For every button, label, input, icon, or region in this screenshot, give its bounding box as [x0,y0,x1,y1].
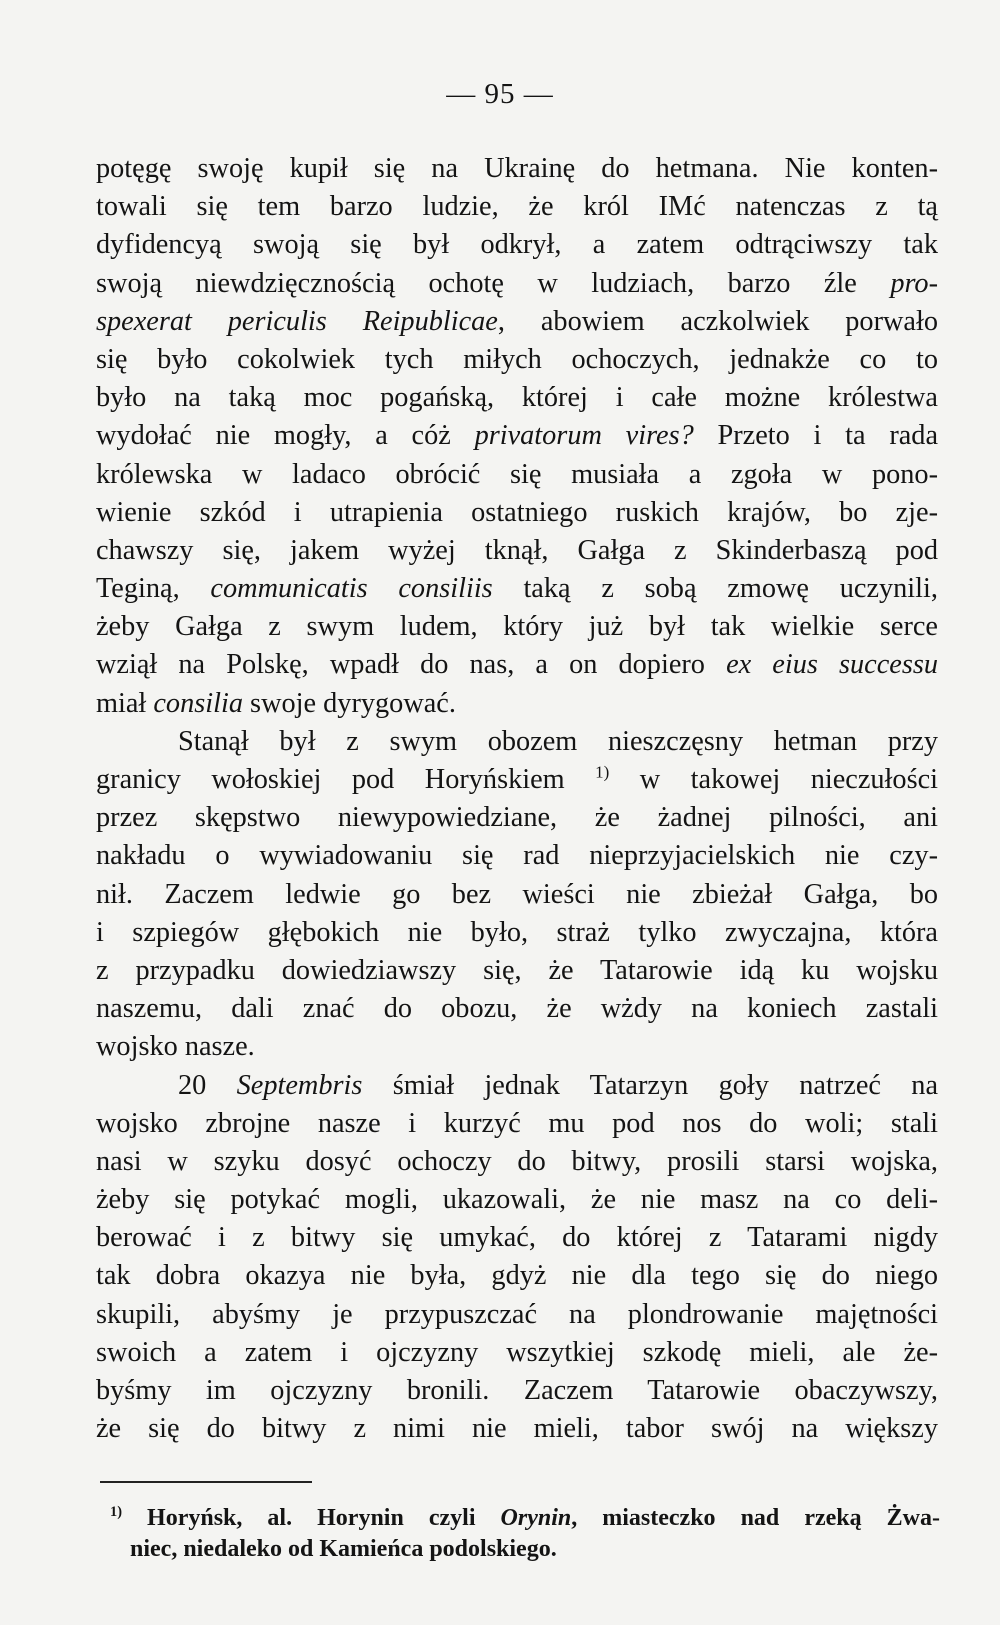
body-line [96,876,938,914]
text-run: żeby się potykać mogli, ukazowali, że nie masz na co deli- [96,1184,938,1216]
text-run: skupili, abyśmy je przypuszczać na plondrowanie majętności [96,1298,938,1330]
body-line [96,532,938,570]
body-line [96,990,938,1028]
text-run: , abowiem aczkolwiek porwało [497,305,938,337]
body-line [96,1296,938,1334]
text-run: nakładu o wywiadowaniu się rad nieprzyjacielskich nie czy- [96,840,938,872]
text-run: było na taką moc pogańską, której i całe możne królestwa [96,382,938,414]
page-number: — 95 — [446,78,554,110]
body-line [96,914,938,952]
body-line [96,1105,938,1143]
text-run: chawszy się, jakem wyżej tknął, Gałga z Skinderbaszą pod [96,534,938,566]
body-line [96,150,938,188]
text-run: nił. Zaczem ledwie go bez wieści nie zbieżał Gałga, bo [96,878,938,910]
main-text-block [96,150,938,1448]
body-line [96,1143,938,1181]
body-line [96,456,938,494]
footnote-line [110,1503,940,1534]
text-run: tak dobra okazya nie była, gdyż nie dla tego się do niego [96,1260,938,1292]
text-run: granicy wołoskiej pod Horyńskiem [96,764,596,795]
text-run: dyfidencyą swoją się był odkrył, a zatem odtrąciwszy tak [96,229,938,261]
body-line [96,570,938,608]
body-line [96,379,938,417]
text-run: Przeto i ta rada [693,420,939,452]
latin-phrase: communicatis consiliis [210,573,493,605]
text-run: potęgę swoję kupił się na Ukrainę do hetmana. Nie konten- [96,153,938,184]
text-run: z przypadku dowiedziawszy się, że Tatarowie idą ku wojsku [96,954,938,986]
body-line [96,417,938,455]
footnote-block [110,1503,940,1565]
text-run: wienie szkód i utrapienia ostatniego ruskich krajów, bo zje- [96,496,938,528]
text-run: berować i z bitwy się umykać, do której z Tatarami nigdy [96,1222,938,1254]
body-line [96,608,938,646]
text-run: , miasteczko nad rzeką Żwa- [571,1505,940,1531]
body-line [96,1028,938,1066]
text-run: swoją niewdzięcznością ochotę w ludziach, barzo źle [96,267,891,299]
text-run: Teginą, [96,573,211,605]
body-line [96,761,938,799]
text-run: żeby Gałga z swym ludem, który już był tak wielkie serce [96,611,938,643]
body-line [96,341,938,379]
text-run: wydołać nie mogły, a cóż [96,420,475,452]
latin-phrase: privatorum vires? [474,420,694,452]
text-run: Stanął był z swym obozem nieszczęsny hetman przy [178,725,938,757]
text-run: miał [96,687,154,719]
text-run: swoje dyrygować. [242,687,456,719]
latin-phrase: ex eius successu [726,649,938,681]
text-run: że się do bitwy z nimi nie mieli, tabor swój na większy [96,1413,938,1445]
body-line [96,494,938,532]
footnote-marker: 1) [595,762,610,782]
body-line [96,1219,938,1257]
footnote-separator [100,1481,312,1483]
text-run: towali się tem barzo ludzie, że król IMć natenczas z tą [96,191,938,223]
text-run: nasi w szyku dosyć ochoczy do bitwy, prosili starsi wojska, [96,1145,938,1177]
body-line [96,1257,938,1295]
footnote-marker: 1) [110,1504,122,1520]
body-line [96,1372,938,1410]
body-line [96,799,938,837]
latin-phrase: consilia [153,687,243,719]
text-run: byśmy im ojczyzny bronili. Zaczem Tatarowie obaczywszy, [96,1375,938,1406]
body-line [96,188,938,226]
latin-phrase: Septembris [236,1069,363,1101]
body-line [96,226,938,264]
text-run: królewska w ladaco obrócić się musiała a zgoła w pono- [96,458,938,490]
body-line [96,1334,938,1372]
body-line [96,685,938,723]
latin-phrase: Orynin [500,1505,572,1531]
body-line [96,1067,938,1105]
body-line [96,723,938,761]
text-run: niec, niedaleko od Kamieńca podolskiego. [130,1536,557,1562]
body-line [96,303,938,341]
body-line [96,1410,938,1448]
body-line [96,1181,938,1219]
text-run: śmiał jednak Tatarzyn goły natrzeć na [362,1069,939,1101]
body-line [96,646,938,684]
body-line [96,265,938,303]
text-run: Horyńsk, al. Horynin czyli [122,1505,501,1531]
text-run: się było cokolwiek tych miłych ochoczych, jednakże co to [96,343,938,375]
text-run: przez skępstwo niewypowiedziane, że żadnej pilności, ani [96,802,938,834]
body-line [96,952,938,990]
text-run: wojsko nasze. [96,1031,255,1063]
text-run: 20 [178,1069,237,1101]
latin-phrase: spexerat periculis Reipublicae [96,305,498,337]
text-run: w takowej nieczułości [609,764,938,795]
text-run: wojsko zbrojne nasze i kurzyć mu pod nos do woli; stali [96,1107,938,1139]
body-line [96,837,938,875]
text-run: i szpiegów głębokich nie było, straż tylko zwyczajna, która [96,916,938,948]
text-run: wziął na Polskę, wpadł do nas, a on dopiero [96,649,727,681]
text-run: swoich a zatem i ojczyzny wszytkiej szkodę mieli, ale że- [96,1336,938,1368]
latin-phrase: pro- [890,267,938,299]
text-run: taką z sobą zmowę uczynili, [492,573,938,605]
text-run: naszemu, dali znać do obozu, że wżdy na koniech zastali [96,993,938,1025]
footnote-line [110,1534,940,1565]
